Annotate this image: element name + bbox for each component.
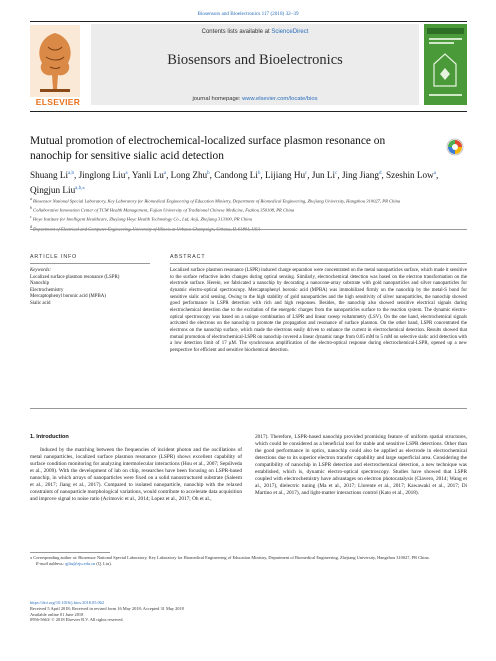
- affiliation-text: Collaborative Innovation Center of TCM Health Management, Fujian University of Traditional Chinese Medicine, Fuzhou 350108, PR China: [31, 207, 295, 213]
- author-affiliation-mark[interactable]: a: [433, 171, 436, 176]
- author-affiliation-mark[interactable]: a,b,⁎: [75, 186, 85, 192]
- sciencedirect-link[interactable]: ScienceDirect: [271, 29, 309, 35]
- affiliation-mark: c: [30, 215, 32, 220]
- journal-reference[interactable]: Biosensors and Bioelectronics 117 (2018) 32–39: [197, 11, 299, 17]
- article-meta: [30, 600, 467, 623]
- keywords-label: Keywords:: [30, 268, 52, 273]
- footnotes: [30, 555, 467, 567]
- available-online: Available online 01 June 2018: [30, 611, 84, 617]
- keywords-list: [30, 275, 150, 308]
- footnote-rule: [30, 552, 110, 553]
- elsevier-tree-logo: [30, 25, 80, 97]
- author-name-text: Qingjun Liu: [30, 185, 76, 196]
- article-info-heading: ARTICLE INFO: [30, 254, 78, 260]
- publisher-wordmark: ELSEVIER: [35, 97, 81, 107]
- received-dates: Received 5 April 2018; Received in revised form 16 May 2018; Accepted 31 May 2018: [30, 605, 184, 611]
- author-affiliation-mark[interactable]: a: [125, 171, 128, 176]
- corresponding-author-note: ⁎ Corresponding author at: Biosensor National Special Laboratory, Key Laboratory for Biomedical Engineering of Education Ministry, Department of Biomedical Engineering, Zhejiang University, Hangzhou 310027, PR China.: [30, 555, 430, 560]
- journal-title: Biosensors and Bioelectronics: [167, 52, 343, 68]
- author-affiliation-mark[interactable]: d: [378, 171, 382, 176]
- crossmark-icon[interactable]: [446, 138, 464, 158]
- author-affiliation-mark[interactable]: b: [207, 171, 210, 176]
- author-name-text: Shuang Li: [30, 170, 69, 181]
- author-name[interactable]: [30, 170, 74, 180]
- intro-right-column: 2017). Therefore, LSPR-based nanochip provided promising feature of uniform spatial structures, which could be considered as a beneficial tool for stable and sensitive LSPR detections. Other than the good performance in optics, nanochip could also be applied as electrode in electrochemical detections due to its superior electron transfer capability and large superficial area. Considering the compatibility of nanochip in LSPR detection and electrochemical detection, a new technique was established, which is, dynamic electro-optical spectroscopy. Studies have showed that LSPR coupled with electrochemistry have advantages on electron photocatalysis (Clavero, 2014; Wang et al., 2017), dielectric tuning (Ma et al., 2017; Llorente et al., 2017; Kawawaki et al., 2017; Di Martino et al., 2017), and light-matter interactions control (Kato et al., 2018).: [255, 434, 467, 496]
- affiliation-mark: b: [30, 206, 32, 211]
- author-name-text: Yanli Lu: [131, 170, 164, 181]
- journal-homepage-link[interactable]: www.elsevier.com/locate/bios: [242, 96, 318, 102]
- intro-left-column: Induced by the matching between the frequencies of incident photon and the oscillations of metal nanoparticles, localized surface plasmon resonance (LSPR) shows excellent capability of surface condition monitoring for analyzing intermolecular interactions (Hou et al., 2007; Sepúlveda et al., 2009). With the development of lab on chip, researches have been focusing on LSPR-based nanochip, in which arrays of nanoparticles were fixed on a solid nanostructured substrate (Saleem et al., 2017; Jiang et al., 2017). Compared to isolated nanoparticle, nanochip with the relaxed constraints of nanoparticle morphological variations, would contribute to accelerate data acquisition and improve signal to noise ratio (Acimovic et al., 2014; Lopez et al., 2017; Oh et al.,: [30, 447, 242, 502]
- author-name-text: Szeshin Low: [386, 170, 434, 181]
- abstract-bottom-rule: [30, 408, 467, 409]
- author-name[interactable]: [132, 170, 166, 180]
- email-label: E-mail address:: [36, 560, 66, 566]
- article-info-rule: [30, 263, 150, 264]
- copyright: 0956-5663/ © 2018 Elsevier B.V. All rights reserved.: [30, 617, 124, 623]
- author-name-text: Jing Jiang: [341, 170, 379, 181]
- affiliation-item: [30, 205, 470, 214]
- author-list: Shuang Li$^{a,b}$, Jinglong Liu$^a$, Yanli Lu$^a$, Long Zhu$^b$, Candong Li$^b$, Lijiang Hu$^c$, Jun Li$^c$, Jing Jiang$^d$, Szeshin Low$^a$, Qingjun Liu$^{a,b,⁎}$: [30, 170, 439, 196]
- contents-line: [91, 29, 419, 35]
- abstract-heading: ABSTRACT: [170, 254, 206, 260]
- author-affiliation-mark[interactable]: c: [305, 171, 308, 176]
- doi-link[interactable]: https://doi.org/10.1016/j.bios.2018.05.062: [30, 600, 105, 605]
- affiliation-mark: d: [30, 224, 32, 229]
- author-name[interactable]: [312, 170, 337, 180]
- author-affiliation-mark[interactable]: b: [257, 171, 261, 176]
- affiliation-item: [30, 214, 470, 223]
- author-name[interactable]: [342, 170, 382, 180]
- affiliation-text: Department of Electrical and Computer Engineering, University of Illinois at Urbana-Champaign, Urbana, IL 61801, USA: [31, 226, 261, 232]
- article-title: Mutual promotion of electrochemical-localized surface plasmon resonance on nanochip for sensitive sialic acid detection: [30, 135, 386, 162]
- keyword-item: Electrochemistry: [30, 287, 64, 293]
- abstract-text: Localized surface plasmon resonance (LSPR) induced charge separation were concentrated on the metal nanoparticles surface, which made it sensitive to the surface refractive index changes during optical sensing. Similarly, electrochemical detection was based on the electron transformation on the electrode surface. Herein, we fabricated a nanochip by decorating a nanocone-array substrate with gold nanoparticles and silver nanoparticles for dynamic electro-optical spectroscopy. Mercaptophenyl boronic acid (MPBA) was immobilized firmly on the nanochip by the metal-S bond for sensitive sialic acid sensing. Owing to the high stability of gold nanoparticles and the high sensitivity of silver nanoparticles, the nanochip showed good performance in LSPR detection with rich and high responses. Besides, the nanochip also showed sensitive electrical signals during electrochemical detection due to the excitation of the energetic charges from the nanoparticles surface to the reaction system. The dynamic electro-optical spectroscopy was based on a unique combination of LSPR and linear sweep voltammetry (LSV). On the one hand, electrochemical signals activated the electrons on the nanochip to promote the propagation and resonance of surface plasmon. On the other hand, LSPR concentrated the electrons on the nanochip surface, which made the electrons easily driven to enhance the current in electrochemical detection. Results showed that mutual promotion of electrochemical-LSPR on nanochip covered a linear dynamic range from 0.05 mM to 5 mM on selective sialic acid detection with a low detection limit of 17 μM. The synchronous amplification of the electro-optical response during electrochemical-LSPR, opened up a new perspective for efficient and sensitive biochemical detection.: [170, 268, 467, 353]
- affiliation-text: Hoye Institute for Intelligent Healthcare, Zhejiang Hoye Health Technology Co., Ltd, Anji, Zhejiang 313300, PR China: [31, 217, 252, 222]
- keyword-item: Sialic acid: [30, 300, 51, 306]
- keywords-block: [30, 268, 150, 308]
- author-name[interactable]: [386, 170, 436, 180]
- header-bottom-rule: [30, 111, 467, 112]
- author-name[interactable]: [214, 170, 260, 180]
- affiliation-list: [30, 196, 470, 233]
- affiliation-text: Biosensor National Special Laboratory, Key Laboratory for Biomedical Engineering of Education Ministry, Department of Biomedical Engineering, Zhejiang University, Hangzhou 310027, PR China: [31, 198, 401, 204]
- author-affiliation-mark[interactable]: a: [163, 171, 167, 176]
- author-name-text: Lijiang Hu: [264, 170, 306, 181]
- email-suffix: (Q. Liu).: [95, 560, 112, 566]
- author-name[interactable]: [30, 185, 85, 195]
- affiliation-rule: [30, 229, 467, 230]
- author-name-text: Jinglong Liu: [78, 170, 126, 181]
- journal-homepage-line: [91, 96, 419, 102]
- affiliation-item: [30, 196, 470, 205]
- email-note: [30, 561, 467, 567]
- keyword-item: Nanochip: [30, 281, 50, 287]
- author-affiliation-mark[interactable]: a,b: [68, 171, 75, 176]
- author-name[interactable]: [265, 170, 307, 180]
- author-name[interactable]: [79, 170, 128, 180]
- keyword-item: Mercaptophenyl boronic acid (MPBA): [30, 294, 106, 300]
- author-name-text: Candong Li: [214, 170, 258, 181]
- author-name-text: Jun Li: [311, 170, 336, 181]
- keyword-item: Localized surface plasmon resonance (LSPR): [30, 274, 120, 280]
- author-name[interactable]: [171, 170, 210, 180]
- journal-cover-thumbnail: [424, 24, 467, 105]
- contents-prefix: Contents lists available at: [201, 29, 272, 35]
- author-name-text: Long Zhu: [170, 170, 208, 181]
- homepage-prefix: journal homepage:: [192, 96, 243, 102]
- abstract-rule: [170, 263, 467, 264]
- header-top-rule: [30, 21, 467, 22]
- affiliation-mark: a: [30, 197, 32, 201]
- author-affiliation-mark[interactable]: c: [335, 171, 338, 176]
- introduction-heading: 1. Introduction: [30, 434, 69, 440]
- email-link[interactable]: qjliu@zju.edu.cn: [65, 560, 96, 566]
